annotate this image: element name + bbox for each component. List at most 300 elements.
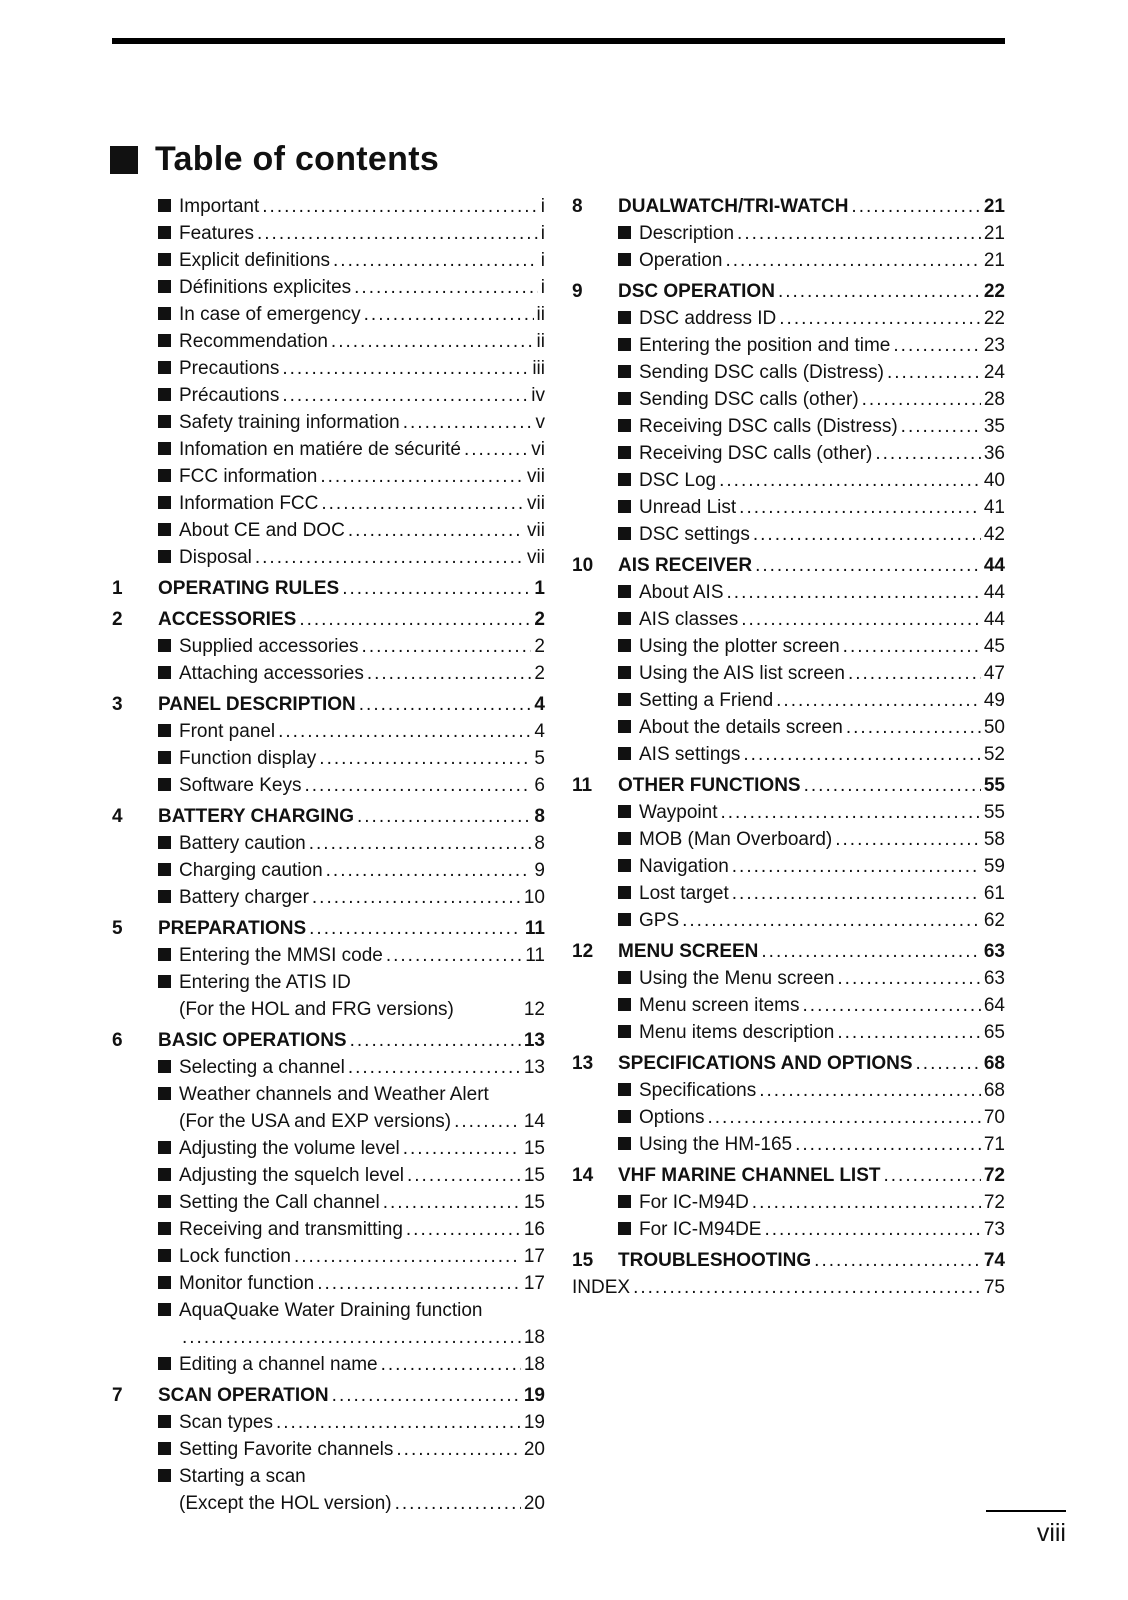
square-bullet-icon xyxy=(158,975,171,988)
dot-leader xyxy=(883,1162,980,1189)
toc-entry xyxy=(112,301,545,328)
entry-label: AquaQuake Water Draining function xyxy=(179,1300,483,1321)
toc-entry-line xyxy=(112,409,545,436)
entry-page-number: 62 xyxy=(983,910,1005,931)
square-bullet-icon xyxy=(158,523,171,536)
dot-leader xyxy=(309,915,522,942)
toc-entry-line xyxy=(572,606,1005,633)
dot-leader xyxy=(255,544,524,571)
entry-label: Précautions xyxy=(179,385,280,406)
entry-label-continued: (Except the HOL version) xyxy=(179,1493,392,1514)
entry-page-number: 75 xyxy=(983,1277,1005,1298)
toc-entry-line xyxy=(572,332,1005,359)
toc-entry-line xyxy=(572,741,1005,768)
toc-entry-continuation-line xyxy=(112,1108,545,1135)
chapter-number: 9 xyxy=(572,281,583,302)
toc-entry-line xyxy=(572,247,1005,274)
toc-columns xyxy=(112,193,1005,1517)
entry-label: DSC Log xyxy=(639,470,717,491)
square-bullet-icon xyxy=(618,639,631,652)
entry-label: Disposal xyxy=(179,547,252,568)
toc-entry xyxy=(572,714,1005,741)
square-bullet-icon xyxy=(158,415,171,428)
entry-page-number: 28 xyxy=(983,389,1005,410)
entry-label: Unread List xyxy=(639,497,737,518)
square-bullet-icon xyxy=(158,1195,171,1208)
dot-leader xyxy=(776,687,981,714)
entry-label: Receiving DSC calls (other) xyxy=(639,443,873,464)
toc-entry xyxy=(572,1131,1005,1158)
toc-entry-line xyxy=(112,328,545,355)
dot-leader xyxy=(814,1247,981,1274)
toc-entry xyxy=(112,1436,545,1463)
square-bullet-icon xyxy=(618,419,631,432)
entry-page-number: 61 xyxy=(983,883,1005,904)
entry-page-number: 13 xyxy=(523,1057,545,1078)
toc-entry xyxy=(112,220,545,247)
square-bullet-icon xyxy=(158,280,171,293)
entry-label: Charging caution xyxy=(179,860,323,881)
square-bullet-icon xyxy=(158,639,171,652)
entry-page-number: 47 xyxy=(983,663,1005,684)
entry-label: BATTERY CHARGING xyxy=(158,806,354,827)
top-rule xyxy=(112,38,1005,44)
dot-leader xyxy=(848,660,981,687)
square-bullet-icon xyxy=(618,859,631,872)
toc-entry xyxy=(572,633,1005,660)
toc-entry-line xyxy=(572,938,1005,965)
toc-entry-line xyxy=(112,884,545,911)
dot-leader xyxy=(764,1216,980,1243)
square-bullet-icon xyxy=(618,886,631,899)
toc-entry-line xyxy=(572,660,1005,687)
toc-entry xyxy=(572,359,1005,386)
chapter-number: 10 xyxy=(572,555,594,576)
dot-leader xyxy=(837,1019,980,1046)
square-bullet-icon xyxy=(618,365,631,378)
toc-entry-line xyxy=(572,579,1005,606)
entry-label: Features xyxy=(179,223,254,244)
entry-page-number: ii xyxy=(536,331,545,352)
dot-leader xyxy=(743,741,980,768)
dot-leader xyxy=(846,714,981,741)
entry-page-number: 20 xyxy=(523,1493,545,1514)
dot-leader xyxy=(795,1131,981,1158)
chapter-number: 6 xyxy=(112,1030,123,1051)
dot-leader xyxy=(843,633,981,660)
square-bullet-icon xyxy=(618,805,631,818)
dot-leader xyxy=(778,278,981,305)
toc-entry-line xyxy=(112,942,545,969)
entry-label: Attaching accessories xyxy=(179,663,364,684)
toc-entry-line xyxy=(572,1189,1005,1216)
square-bullet-icon xyxy=(618,666,631,679)
entry-label: Using the AIS list screen xyxy=(639,663,845,684)
toc-entry-line xyxy=(572,1162,1005,1189)
dot-leader xyxy=(381,1351,521,1378)
toc-entry-line xyxy=(572,1077,1005,1104)
toc-chapter-entry xyxy=(572,1050,1005,1077)
dot-leader xyxy=(348,1054,521,1081)
entry-page-number: 19 xyxy=(523,1412,545,1433)
toc-chapter-entry xyxy=(572,1247,1005,1274)
toc-entry-line xyxy=(112,745,545,772)
toc-entry xyxy=(112,884,545,911)
entry-page-number: 11 xyxy=(524,918,545,939)
square-bullet-icon xyxy=(618,253,631,266)
toc-chapter-entry xyxy=(112,606,545,633)
entry-label: Lost target xyxy=(639,883,729,904)
entry-label: DUALWATCH/TRI-WATCH xyxy=(618,196,849,217)
square-bullet-icon xyxy=(158,890,171,903)
entry-page-number: 44 xyxy=(983,582,1005,603)
entry-page-number: 5 xyxy=(534,748,545,769)
dot-leader xyxy=(348,517,524,544)
toc-chapter-entry xyxy=(572,938,1005,965)
entry-page-number: 18 xyxy=(523,1354,545,1375)
toc-entry-line xyxy=(572,494,1005,521)
square-bullet-icon xyxy=(158,307,171,320)
entry-label: Important xyxy=(179,196,260,217)
square-bullet-icon xyxy=(618,338,631,351)
dot-leader xyxy=(916,1050,981,1077)
entry-page-number: 2 xyxy=(534,663,545,684)
entry-page-number: 63 xyxy=(983,968,1005,989)
dot-leader xyxy=(342,575,531,602)
entry-label: Operation xyxy=(639,250,723,271)
dot-leader xyxy=(464,436,528,463)
entry-label: DSC OPERATION xyxy=(618,281,775,302)
toc-entry-line xyxy=(572,687,1005,714)
square-bullet-icon xyxy=(618,527,631,540)
square-bullet-icon xyxy=(158,948,171,961)
dot-leader xyxy=(454,1108,521,1135)
entry-page-number: 55 xyxy=(983,802,1005,823)
toc-entry xyxy=(112,382,545,409)
entry-page-number: 45 xyxy=(983,636,1005,657)
dot-leader xyxy=(326,857,532,884)
toc-entry xyxy=(572,440,1005,467)
square-bullet-icon xyxy=(618,693,631,706)
entry-label: For IC-M94D xyxy=(639,1192,749,1213)
dot-leader xyxy=(262,193,538,220)
dot-leader xyxy=(682,907,981,934)
square-bullet-icon xyxy=(158,1060,171,1073)
chapter-number: 11 xyxy=(572,775,593,796)
toc-entry-line xyxy=(572,633,1005,660)
entry-label: Information FCC xyxy=(179,493,319,514)
dot-leader xyxy=(357,803,531,830)
dot-leader xyxy=(395,1490,521,1517)
entry-page-number: 10 xyxy=(523,887,545,908)
entry-label: Navigation xyxy=(639,856,729,877)
entry-label: Setting the Call channel xyxy=(179,1192,380,1213)
dot-leader xyxy=(317,1270,521,1297)
toc-chapter-entry xyxy=(112,575,545,602)
entry-page-number: 8 xyxy=(534,806,545,827)
toc-entry xyxy=(572,660,1005,687)
toc-entry-line xyxy=(572,413,1005,440)
entry-label: Using the HM-165 xyxy=(639,1134,793,1155)
square-bullet-icon xyxy=(618,998,631,1011)
entry-label: Menu items description xyxy=(639,1022,835,1043)
entry-page-number: 40 xyxy=(983,470,1005,491)
entry-page-number: 35 xyxy=(983,416,1005,437)
entry-page-number: 68 xyxy=(983,1080,1005,1101)
dot-leader xyxy=(396,1436,520,1463)
toc-entry-line xyxy=(112,1081,545,1108)
entry-page-number: 72 xyxy=(983,1165,1005,1186)
entry-label: Supplied accessories xyxy=(179,636,359,657)
entry-page-number: ii xyxy=(536,304,545,325)
toc-entry xyxy=(112,1243,545,1270)
dot-leader xyxy=(383,1189,521,1216)
toc-entry xyxy=(572,606,1005,633)
footer-rule xyxy=(986,1510,1066,1512)
entry-page-number: 18 xyxy=(523,1327,545,1348)
toc-entry xyxy=(112,1162,545,1189)
entry-page-number: 44 xyxy=(983,609,1005,630)
dot-leader xyxy=(719,467,981,494)
toc-entry xyxy=(572,1274,1005,1301)
dot-leader xyxy=(257,220,538,247)
toc-entry xyxy=(112,1270,545,1297)
toc-entry xyxy=(112,1216,545,1243)
entry-page-number: i xyxy=(540,250,545,271)
square-bullet-icon xyxy=(618,1137,631,1150)
title-square-bullet-icon xyxy=(110,146,138,174)
toc-entry-line xyxy=(112,633,545,660)
entry-label: GPS xyxy=(639,910,680,931)
toc-chapter-entry xyxy=(572,193,1005,220)
dot-leader xyxy=(331,328,534,355)
entry-label: Editing a channel name xyxy=(179,1354,378,1375)
toc-entry-line xyxy=(572,1247,1005,1274)
square-bullet-icon xyxy=(158,1442,171,1455)
entry-page-number: vii xyxy=(527,547,545,568)
entry-label: MENU SCREEN xyxy=(618,941,759,962)
toc-entry xyxy=(112,969,545,1023)
dot-leader xyxy=(837,965,980,992)
toc-entry xyxy=(112,1351,545,1378)
dot-leader xyxy=(804,772,981,799)
square-bullet-icon xyxy=(618,747,631,760)
toc-entry-line xyxy=(112,1297,545,1324)
toc-entry xyxy=(112,1463,545,1517)
entry-label: About AIS xyxy=(639,582,724,603)
entry-page-number: 44 xyxy=(983,555,1005,576)
dot-leader xyxy=(725,247,980,274)
toc-entry-line xyxy=(112,382,545,409)
toc-entry-line xyxy=(112,1463,545,1490)
toc-entry-line xyxy=(112,1135,545,1162)
toc-entry-line xyxy=(112,1162,545,1189)
entry-label: Infomation en matiére de sécurité xyxy=(179,439,461,460)
toc-entry-line xyxy=(572,1274,1005,1301)
toc-entry xyxy=(572,741,1005,768)
entry-page-number: 72 xyxy=(983,1192,1005,1213)
toc-entry-line xyxy=(572,552,1005,579)
square-bullet-icon xyxy=(618,1222,631,1235)
square-bullet-icon xyxy=(618,500,631,513)
square-bullet-icon xyxy=(618,1025,631,1038)
toc-entry-line xyxy=(572,799,1005,826)
toc-entry xyxy=(572,826,1005,853)
dot-leader xyxy=(407,1162,521,1189)
toc-entry xyxy=(112,745,545,772)
entry-page-number: 4 xyxy=(534,721,545,742)
toc-entry xyxy=(112,436,545,463)
toc-entry xyxy=(572,880,1005,907)
entry-page-number: 21 xyxy=(983,223,1005,244)
square-bullet-icon xyxy=(158,226,171,239)
entry-page-number: vii xyxy=(527,466,545,487)
dot-leader xyxy=(367,660,532,687)
entry-page-number: iv xyxy=(531,385,545,406)
chapter-number: 14 xyxy=(572,1165,594,1186)
dot-leader xyxy=(403,409,533,436)
toc-entry xyxy=(112,463,545,490)
square-bullet-icon xyxy=(618,832,631,845)
toc-entry-line xyxy=(112,575,545,602)
entry-label: Weather channels and Weather Alert xyxy=(179,1084,489,1105)
toc-entry-line xyxy=(112,830,545,857)
page-title: Table of contents xyxy=(155,140,440,178)
toc-entry xyxy=(112,830,545,857)
toc-entry xyxy=(572,494,1005,521)
toc-column-right xyxy=(572,193,1005,1517)
square-bullet-icon xyxy=(158,550,171,563)
toc-entry-line xyxy=(572,359,1005,386)
entry-page-number: 23 xyxy=(983,335,1005,356)
folio-page-number: viii xyxy=(1036,1519,1066,1547)
dot-leader xyxy=(278,718,531,745)
dot-leader xyxy=(851,193,980,220)
toc-entry-line xyxy=(112,803,545,830)
toc-chapter-entry xyxy=(572,552,1005,579)
toc-chapter-entry xyxy=(112,1382,545,1409)
dot-leader xyxy=(901,413,981,440)
dot-leader xyxy=(362,633,532,660)
entry-page-number: 22 xyxy=(983,281,1005,302)
square-bullet-icon xyxy=(158,361,171,374)
entry-page-number: 70 xyxy=(983,1107,1005,1128)
toc-entry-line xyxy=(572,1050,1005,1077)
entry-label: Setting a Friend xyxy=(639,690,774,711)
toc-entry-line xyxy=(112,718,545,745)
toc-entry-line xyxy=(112,355,545,382)
entry-label: SCAN OPERATION xyxy=(158,1385,329,1406)
toc-entry xyxy=(112,718,545,745)
entry-label: Starting a scan xyxy=(179,1466,306,1487)
toc-entry-line xyxy=(572,193,1005,220)
entry-page-number: i xyxy=(540,277,545,298)
entry-label: Setting Favorite channels xyxy=(179,1439,394,1460)
toc-entry-continuation-line xyxy=(112,996,545,1023)
entry-page-number: 12 xyxy=(523,999,545,1020)
square-bullet-icon xyxy=(158,1415,171,1428)
dot-leader xyxy=(282,382,528,409)
toc-entry xyxy=(112,328,545,355)
toc-entry xyxy=(112,517,545,544)
toc-column-left xyxy=(112,193,545,1517)
toc-entry xyxy=(112,1189,545,1216)
entry-label: Software Keys xyxy=(179,775,302,796)
entry-label: OPERATING RULES xyxy=(158,578,340,599)
chapter-number: 1 xyxy=(112,578,123,599)
toc-chapter-entry xyxy=(112,691,545,718)
toc-entry xyxy=(112,660,545,687)
dot-leader xyxy=(887,359,981,386)
toc-entry-line xyxy=(112,915,545,942)
toc-entry-line xyxy=(572,440,1005,467)
toc-entry-line xyxy=(572,772,1005,799)
entry-page-number: 65 xyxy=(983,1022,1005,1043)
toc-entry-line xyxy=(112,606,545,633)
square-bullet-icon xyxy=(158,1357,171,1370)
entry-page-number: 15 xyxy=(523,1192,545,1213)
entry-page-number: 15 xyxy=(523,1138,545,1159)
chapter-number: 8 xyxy=(572,196,583,217)
entry-label: PANEL DESCRIPTION xyxy=(158,694,356,715)
dot-leader xyxy=(803,992,981,1019)
toc-entry xyxy=(112,1081,545,1135)
entry-label: About CE and DOC xyxy=(179,520,345,541)
toc-entry-line xyxy=(112,1189,545,1216)
entry-label: Function display xyxy=(179,748,317,769)
toc-entry xyxy=(572,907,1005,934)
toc-entry xyxy=(572,305,1005,332)
toc-entry xyxy=(572,413,1005,440)
toc-entry-line xyxy=(572,278,1005,305)
dot-leader xyxy=(893,332,980,359)
entry-page-number: 1 xyxy=(534,578,545,599)
square-bullet-icon xyxy=(618,1110,631,1123)
square-bullet-icon xyxy=(158,751,171,764)
toc-entry xyxy=(572,386,1005,413)
entry-label: TROUBLESHOOTING xyxy=(618,1250,812,1271)
entry-page-number: 13 xyxy=(523,1030,545,1051)
entry-page-number: 74 xyxy=(983,1250,1005,1271)
toc-entry-line xyxy=(112,691,545,718)
square-bullet-icon xyxy=(618,1083,631,1096)
toc-entry-line xyxy=(572,1131,1005,1158)
chapter-number: 3 xyxy=(112,694,123,715)
square-bullet-icon xyxy=(618,473,631,486)
dot-leader xyxy=(761,938,980,965)
dot-leader xyxy=(364,301,534,328)
toc-chapter-entry xyxy=(112,803,545,830)
toc-entry xyxy=(572,1104,1005,1131)
dot-leader xyxy=(755,552,981,579)
entry-page-number: 58 xyxy=(983,829,1005,850)
toc-entry xyxy=(572,332,1005,359)
square-bullet-icon xyxy=(618,585,631,598)
entry-label: Monitor function xyxy=(179,1273,315,1294)
toc-chapter-entry xyxy=(572,772,1005,799)
toc-entry-line xyxy=(112,544,545,571)
entry-label: In case of emergency xyxy=(179,304,361,325)
toc-entry xyxy=(572,467,1005,494)
square-bullet-icon xyxy=(618,446,631,459)
square-bullet-icon xyxy=(158,863,171,876)
toc-entry-line xyxy=(112,660,545,687)
entry-page-number: 64 xyxy=(983,995,1005,1016)
toc-entry-line xyxy=(112,220,545,247)
toc-entry-line xyxy=(112,1054,545,1081)
toc-entry-line xyxy=(572,521,1005,548)
dot-leader xyxy=(294,1243,521,1270)
